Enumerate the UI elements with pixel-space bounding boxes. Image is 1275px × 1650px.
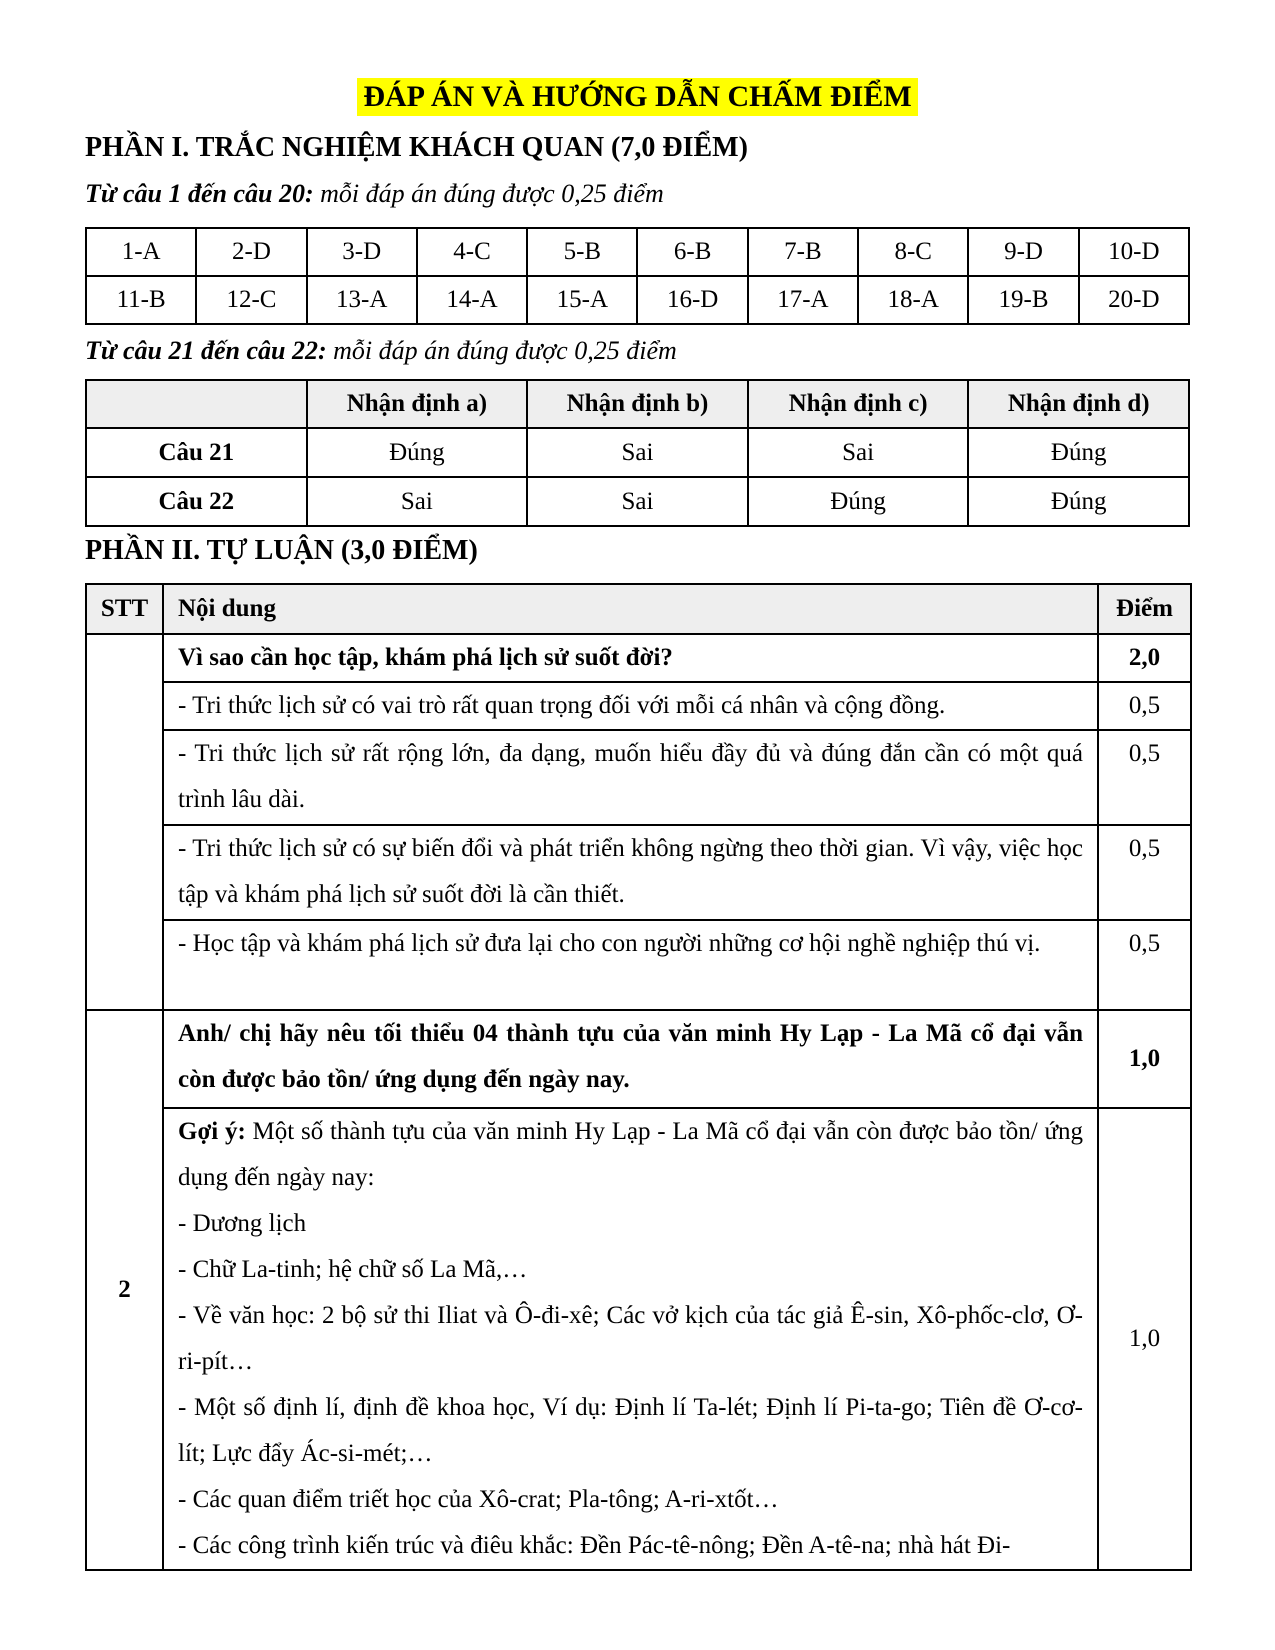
q1-question-text: Vì sao cần học tập, khám phá lịch sử suốt đời? [163,634,1098,682]
tf-header-statement-b: Nhận định b) [527,380,748,428]
tf-answer-cell: Sai [307,477,528,526]
q1-bullet-score: 0,5 [1098,825,1191,920]
q2-answer-cell [163,1108,1098,1570]
mc-answer-cell: 19-B [968,276,1078,324]
true-false-table [85,379,1190,527]
mc-answer-cell: 16-D [637,276,747,324]
q2-answer-score: 1,0 [1098,1108,1191,1570]
tf-answer-cell: Sai [527,477,748,526]
q2-question-score: 1,0 [1098,1010,1191,1108]
q1-bullet-score: 0,5 [1098,730,1191,825]
essay-header-score: Điểm [1098,584,1191,634]
mc-answer-cell: 18-A [858,276,968,324]
mc-answers-table [85,227,1190,325]
document-title: ĐÁP ÁN VÀ HƯỚNG DẪN CHẤM ĐIỂM [357,78,917,116]
mc-answer-cell: 14-A [417,276,527,324]
tf-answer-cell: Sai [527,428,748,477]
q1-bullet-text: - Tri thức lịch sử có sự biến đổi và phát triển không ngừng theo thời gian. Vì vậy, việc học tập và khám phá lịch sử suốt đời là cần thiết. [163,825,1098,920]
q2-answer-line: - Một số định lí, định đề khoa học, Ví dụ: Định lí Ta-lét; Định lí Pi-ta-go; Tiên đề Ơ-cơ-lít; Lực đẩy Ác-si-mét;… [178,1394,1083,1467]
part1-note2-rule: mỗi đáp án đúng được 0,25 điểm [326,336,677,365]
mc-answer-cell: 17-A [748,276,858,324]
tf-answer-cell: Sai [748,428,969,477]
q1-bullet-text: - Học tập và khám phá lịch sử đưa lại cho con người những cơ hội nghề nghiệp thú vị. [163,920,1098,1010]
true-false-header-row [86,380,1189,428]
q1-stt-cell [86,634,163,1010]
tf-header-statement-d: Nhận định d) [968,380,1189,428]
mc-answers-row-1 [86,228,1189,276]
q2-answer-line: - Dương lịch [178,1210,307,1237]
mc-answer-cell: 20-D [1079,276,1189,324]
q2-answer-label: Gợi ý: [178,1118,246,1145]
part1-scoring-note-1 [85,178,1190,210]
part1-scoring-note-2 [85,335,1190,367]
q2-answer-line: - Chữ La-tinh; hệ chữ số La Mã,… [178,1256,528,1283]
mc-answer-cell: 10-D [1079,228,1189,276]
q2-answer-line: - Các quan điểm triết học của Xô-crat; Pla-tông; A-ri-xtốt… [178,1486,779,1513]
part1-note1-range: Từ câu 1 đến câu 20: [85,179,314,208]
part2-heading: PHẦN II. TỰ LUẬN (3,0 ĐIỂM) [85,535,478,566]
q1-bullet-text: - Tri thức lịch sử có vai trò rất quan trọng đối với mỗi cá nhân và cộng đồng. [163,682,1098,730]
tf-answer-cell: Đúng [968,428,1189,477]
tf-answer-cell: Đúng [748,477,969,526]
tf-row-label: Câu 22 [86,477,307,526]
mc-answer-cell: 9-D [968,228,1078,276]
mc-answer-cell: 2-D [196,228,306,276]
essay-header-content: Nội dung [163,584,1098,634]
mc-answer-cell: 13-A [307,276,417,324]
tf-answer-cell: Đúng [968,477,1189,526]
tf-row-question-22 [86,477,1189,526]
q2-question-text: Anh/ chị hãy nêu tối thiểu 04 thành tựu của văn minh Hy Lạp - La Mã cổ đại vẫn còn được bảo tồn/ ứng dụng đến ngày nay. [163,1010,1098,1108]
tf-header-statement-c: Nhận định c) [748,380,969,428]
q1-bullet-row [86,920,1191,1010]
essay-rubric-table [85,583,1192,1571]
q1-bullet-score: 0,5 [1098,682,1191,730]
q1-bullet-row [86,825,1191,920]
mc-answer-cell: 1-A [86,228,196,276]
q1-bullet-row [86,730,1191,825]
q1-bullet-text: - Tri thức lịch sử rất rộng lớn, đa dạng, muốn hiểu đầy đủ và đúng đắn cần có một quá trình lâu dài. [163,730,1098,825]
document-title-row [0,0,1275,116]
q1-question-row [86,634,1191,682]
q2-question-row [86,1010,1191,1108]
tf-answer-cell: Đúng [307,428,528,477]
part1-note2-range: Từ câu 21 đến câu 22: [85,336,327,365]
q1-question-score: 2,0 [1098,634,1191,682]
tf-row-label: Câu 21 [86,428,307,477]
q2-answer-line: - Các công trình kiến trúc và điêu khắc: Đền Pác-tê-nông; Đền A-tê-na; nhà hát Đi- [178,1532,1011,1559]
document-body [85,132,1190,1571]
q2-answer-intro [178,1109,1083,1201]
part1-note1-rule: mỗi đáp án đúng được 0,25 điểm [313,179,664,208]
essay-header-stt: STT [86,584,163,634]
part1-heading: PHẦN I. TRẮC NGHIỆM KHÁCH QUAN (7,0 ĐIỂM) [85,132,748,163]
mc-answer-cell: 4-C [417,228,527,276]
q1-bullet-row [86,682,1191,730]
q2-answer-intro-text: Một số thành tựu của văn minh Hy Lạp - La Mã cổ đại vẫn còn được bảo tồn/ ứng dụng đến ngày nay: [178,1118,1084,1191]
essay-header-row [86,584,1191,634]
q2-stt-cell: 2 [86,1010,163,1570]
mc-answer-cell: 12-C [196,276,306,324]
q1-bullet-score: 0,5 [1098,920,1191,1010]
q2-answer-line: - Về văn học: 2 bộ sử thi Iliat và Ô-đi-xê; Các vở kịch của tác giả Ê-sin, Xô-phốc-clơ, Ơ-ri-pít… [178,1302,1083,1375]
mc-answer-cell: 8-C [858,228,968,276]
mc-answer-cell: 11-B [86,276,196,324]
mc-answers-row-2 [86,276,1189,324]
mc-answer-cell: 3-D [307,228,417,276]
tf-header-empty-cell [86,380,307,428]
q2-answer-row [86,1108,1191,1570]
tf-header-statement-a: Nhận định a) [307,380,528,428]
mc-answer-cell: 5-B [527,228,637,276]
mc-answer-cell: 7-B [748,228,858,276]
mc-answer-cell: 6-B [637,228,747,276]
mc-answer-cell: 15-A [527,276,637,324]
tf-row-question-21 [86,428,1189,477]
